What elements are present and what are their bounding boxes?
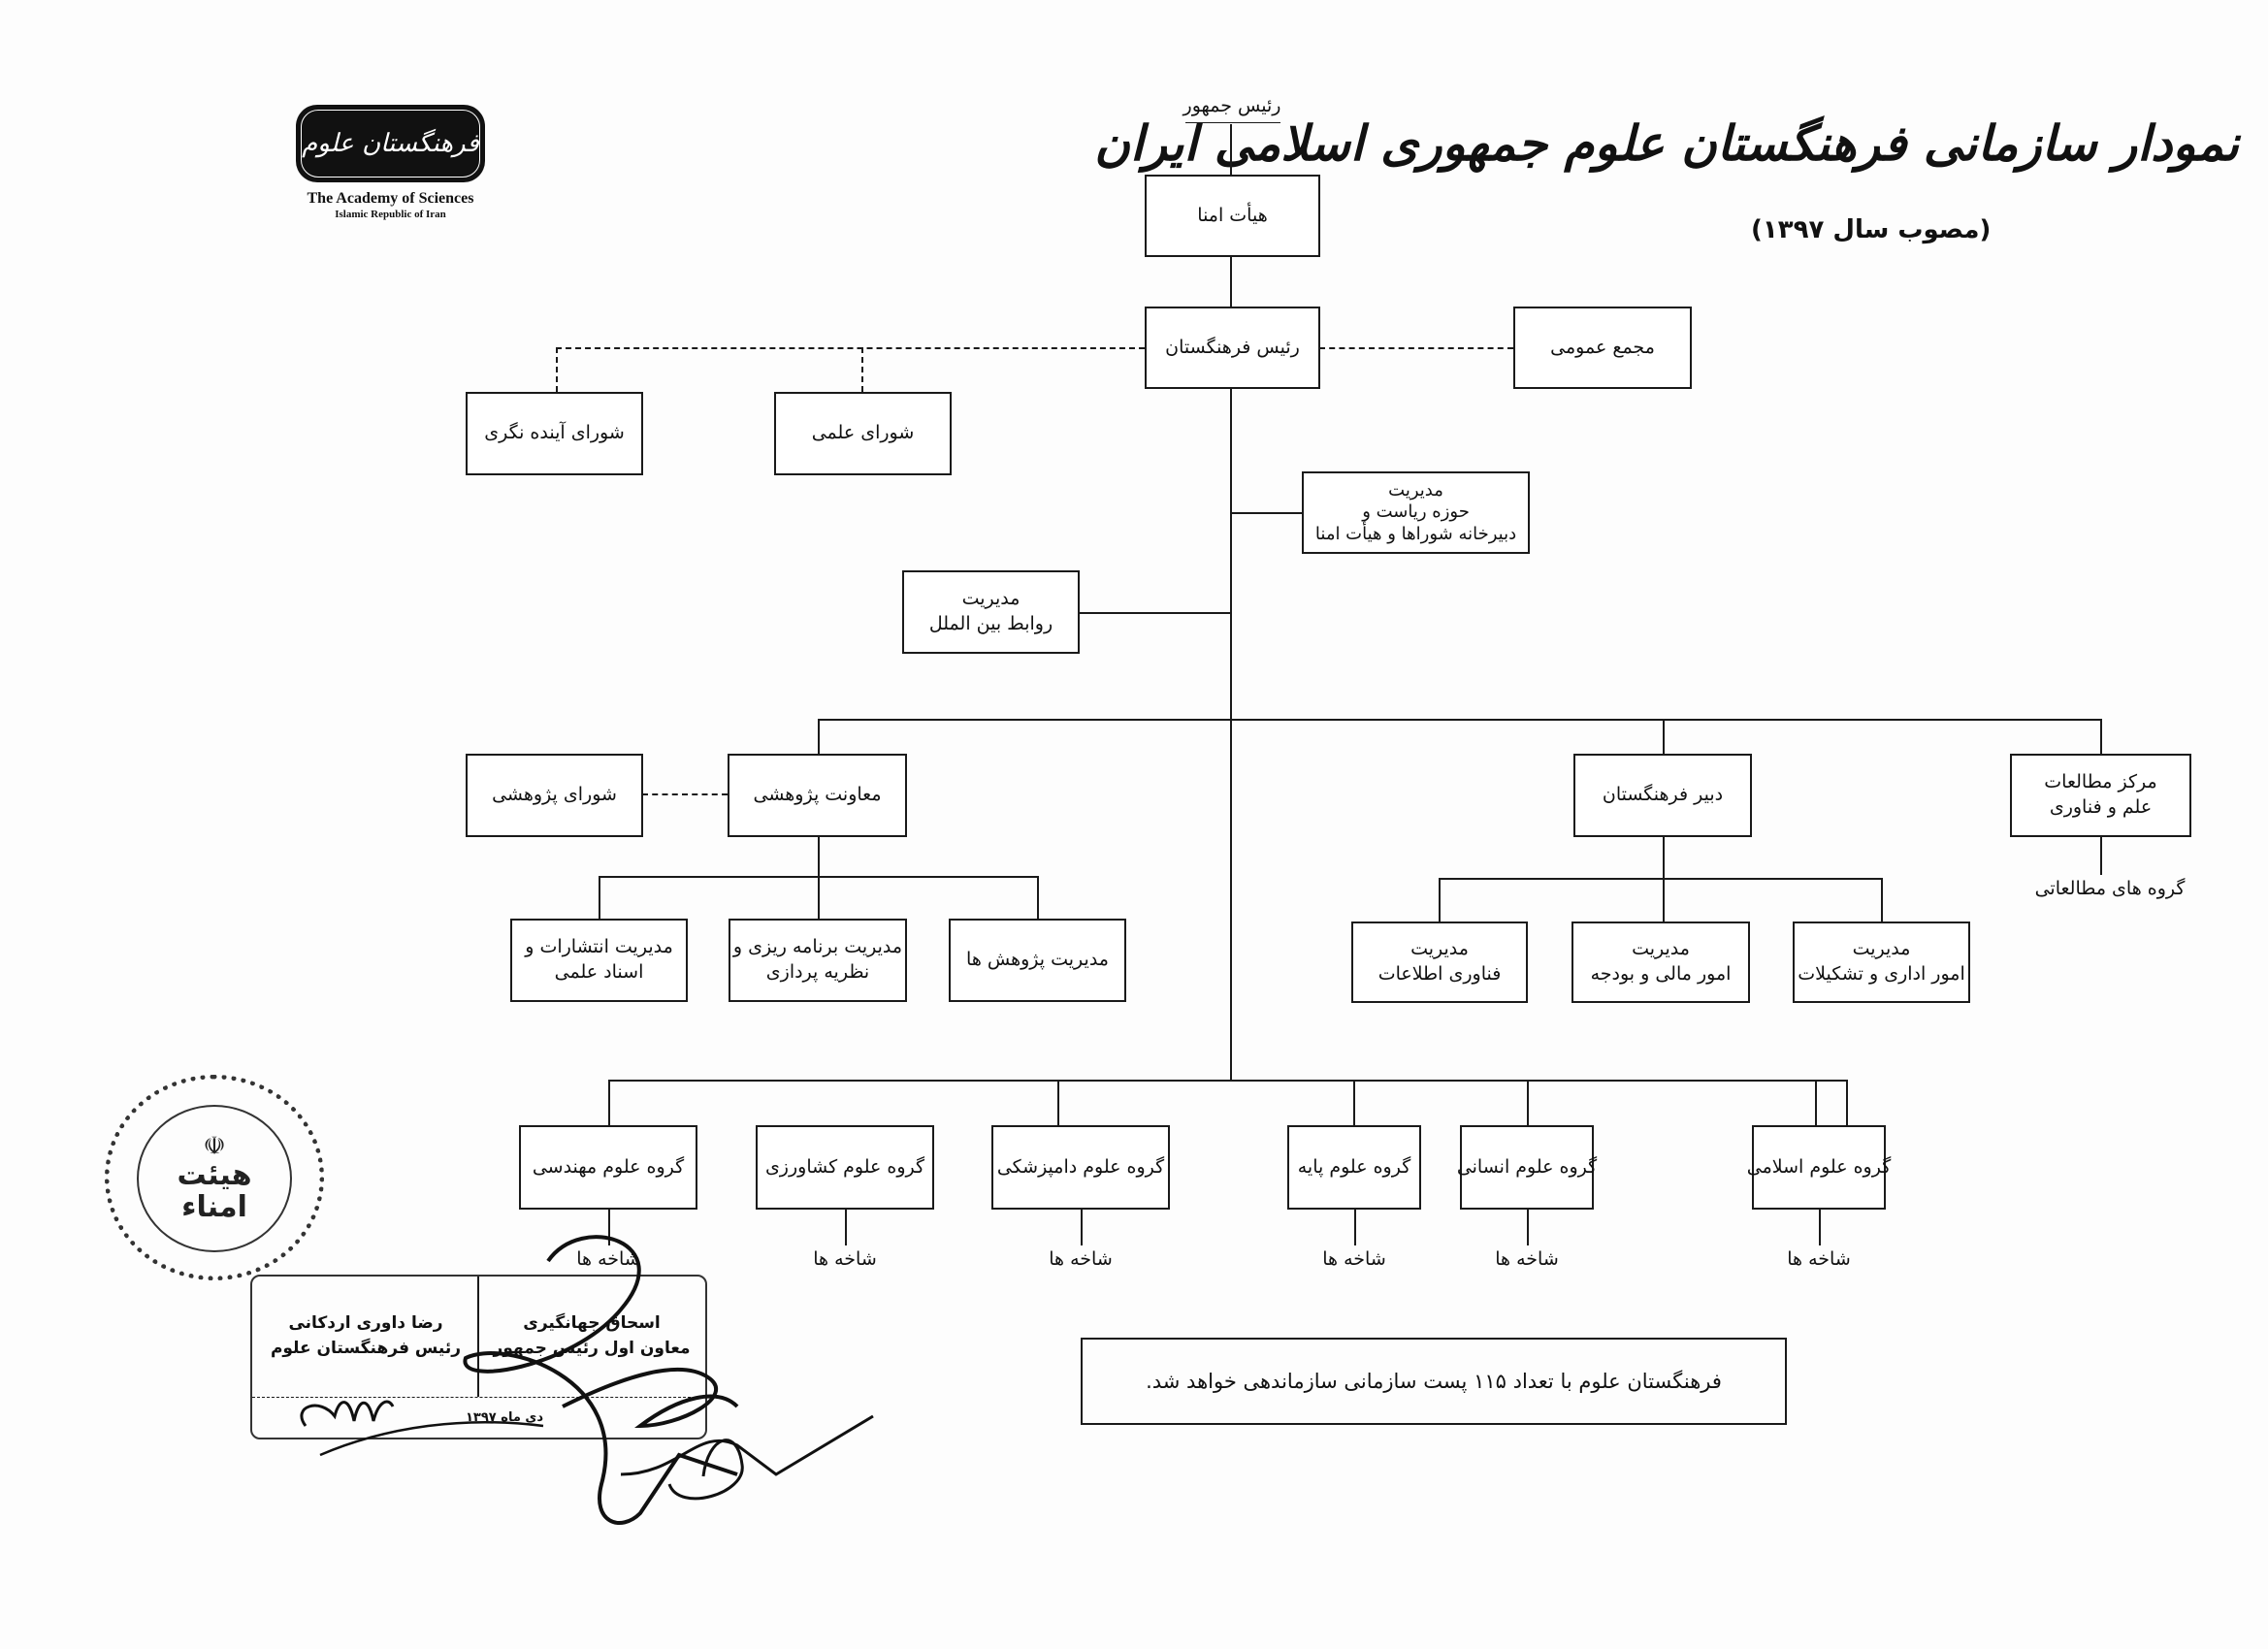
- connector: [1663, 719, 1665, 754]
- international-relations-box[interactable]: [902, 570, 1080, 654]
- connector: [1037, 876, 1039, 919]
- seal-line1: هیئت: [177, 1158, 252, 1192]
- box-label: مجمع عمومی: [1550, 336, 1655, 358]
- general-assembly-box[interactable]: [1513, 307, 1692, 389]
- dashed-connector: [556, 347, 1145, 349]
- box-label: گروه علوم انسانی: [1456, 1155, 1598, 1178]
- box-label-line1: مدیریت پژوهش ها: [966, 949, 1109, 971]
- academy-logo-en-line2: Islamic Republic of Iran: [335, 209, 446, 220]
- secretary-box[interactable]: [1573, 754, 1752, 837]
- box-label: دبیر فرهنگستان: [1602, 784, 1724, 806]
- trustees-seal-inner: [137, 1105, 292, 1252]
- trustees-seal: [105, 1075, 324, 1280]
- box-label-line1: مدیریت: [1632, 938, 1690, 960]
- connector: [1354, 1210, 1356, 1245]
- science-group-box[interactable]: [1746, 1125, 1892, 1210]
- connector: [2100, 719, 2102, 754]
- connector: [1353, 1080, 1355, 1125]
- connector: [1057, 1080, 1059, 1125]
- dashed-connector: [861, 347, 863, 392]
- studies-groups-label: گروه های مطالعاتی: [2034, 878, 2186, 899]
- box-label-line2: اسناد علمی: [554, 961, 644, 983]
- box-label-line2: امور مالی و بودجه: [1590, 963, 1732, 985]
- connector: [1527, 1210, 1529, 1245]
- research-unit-box[interactable]: [729, 919, 907, 1002]
- academy-president-box[interactable]: [1145, 307, 1320, 389]
- presidency-office-box[interactable]: [1302, 471, 1530, 554]
- secretary-unit-box[interactable]: [1571, 922, 1750, 1003]
- box-label-line1: مرکز مطالعات: [2044, 771, 2157, 793]
- box-label-line2: فناوری اطلاعات: [1377, 963, 1502, 985]
- connector: [1846, 1080, 1848, 1125]
- document-subtitle: (مصوب سال ۱۳۹۷): [1751, 215, 1992, 244]
- branches-label: شاخه ها: [1322, 1248, 1386, 1270]
- signature-block: [250, 1275, 707, 1439]
- connector: [1230, 256, 1232, 307]
- box-label-line2: نظریه پردازی: [765, 961, 870, 983]
- connector: [1663, 836, 1665, 878]
- connector: [1079, 612, 1230, 614]
- deputies-bar: [818, 719, 2100, 721]
- top-label-underline: [1185, 122, 1280, 123]
- positions-note-text: فرهنگستان علوم با تعداد ۱۱۵ پست سازمانی سازماندهی خواهد شد.: [1146, 1370, 1722, 1393]
- branches-label: شاخه ها: [1787, 1248, 1851, 1270]
- box-label-line1: مدیریت: [1410, 938, 1469, 960]
- box-label: شورای پژوهشی: [492, 784, 617, 806]
- scientific-council-box[interactable]: [774, 392, 952, 475]
- signature-right: [481, 1311, 702, 1361]
- connector: [1230, 124, 1232, 175]
- research-council-box[interactable]: [466, 754, 643, 837]
- dashed-connector: [1319, 347, 1513, 349]
- academy-logo-en-line1: The Academy of Sciences: [307, 190, 474, 207]
- research-deputy-box[interactable]: [728, 754, 907, 837]
- secretary-unit-box[interactable]: [1351, 922, 1528, 1003]
- connector: [1815, 1080, 1817, 1125]
- box-label-line2: حوزه ریاست و: [1362, 501, 1470, 523]
- box-label: رئیس فرهنگستان: [1165, 336, 1300, 358]
- connector: [1230, 512, 1302, 514]
- emblem-icon: ☫: [203, 1132, 226, 1161]
- box-label: گروه علوم دامپزشکی: [996, 1155, 1165, 1178]
- signatory-name: رضا داوری اردکانی: [288, 1313, 443, 1333]
- connector: [2100, 836, 2102, 875]
- secretary-unit-box[interactable]: [1793, 922, 1970, 1003]
- branches-label: شاخه ها: [576, 1248, 640, 1270]
- board-of-trustees-box[interactable]: [1145, 175, 1320, 257]
- connector: [608, 1080, 610, 1125]
- connector: [1527, 1080, 1529, 1125]
- research-unit-box[interactable]: [510, 919, 688, 1002]
- top-label-president-of-republic: رئیس جمهور: [1183, 95, 1281, 116]
- box-label-line1: مدیریت انتشارات و: [525, 936, 673, 958]
- research-unit-box[interactable]: [949, 919, 1126, 1002]
- connector: [1081, 1210, 1083, 1245]
- box-label: گروه علوم مهندسی: [532, 1155, 685, 1178]
- box-label: گروه علوم اسلامی: [1746, 1155, 1892, 1178]
- dashed-connector: [642, 793, 728, 795]
- connector: [818, 719, 820, 754]
- box-label-line1: مدیریت برنامه ریزی و: [732, 936, 903, 958]
- connector: [599, 876, 600, 919]
- signature-left: [256, 1311, 475, 1361]
- studies-center-box[interactable]: [2010, 754, 2191, 837]
- foresight-council-box[interactable]: [466, 392, 643, 475]
- connector: [818, 876, 820, 919]
- connector: [1819, 1210, 1821, 1245]
- box-label-line2: امور اداری و تشکیلات: [1798, 963, 1965, 985]
- connector: [1439, 878, 1441, 922]
- signatory-title: معاون اول رئیس جمهور: [493, 1338, 691, 1358]
- branches-label: شاخه ها: [813, 1248, 877, 1270]
- secretary-units-bar: [1439, 878, 1881, 880]
- signature-divider: [477, 1277, 479, 1397]
- box-label: شورای علمی: [811, 422, 915, 444]
- document-title: نمودار سازمانی فرهنگستان علوم جمهوری اسلامی ایران: [1094, 114, 2239, 172]
- positions-note: [1081, 1338, 1787, 1425]
- box-label-line1: مدیریت: [1388, 479, 1443, 501]
- branches-label: شاخه ها: [1049, 1248, 1113, 1270]
- box-label-line3: دبیرخانه شوراها و هیأت امنا: [1314, 523, 1517, 544]
- science-group-box[interactable]: [991, 1125, 1170, 1210]
- signatory-title: رئیس فرهنگستان علوم: [270, 1338, 462, 1358]
- dashed-connector: [556, 347, 558, 392]
- box-label: گروه علوم کشاورزی: [764, 1155, 925, 1178]
- branches-label: شاخه ها: [1495, 1248, 1559, 1270]
- academy-logo-fa-text: فرهنگستان علوم: [302, 129, 479, 158]
- science-group-box[interactable]: [1456, 1125, 1598, 1210]
- box-label-line1: مدیریت: [961, 588, 1021, 610]
- box-label-line1: مدیریت: [1852, 938, 1911, 960]
- science-groups-bar: [608, 1080, 1847, 1082]
- box-label: هیأت امنا: [1197, 204, 1268, 226]
- seal-line2: امناء: [181, 1190, 247, 1224]
- box-label: گروه علوم پایه: [1297, 1155, 1411, 1178]
- main-spine: [1230, 388, 1232, 1080]
- science-group-box[interactable]: [756, 1125, 934, 1210]
- academy-logo-badge: [296, 105, 485, 182]
- connector: [818, 836, 820, 876]
- signature-date-divider: [252, 1397, 705, 1398]
- connector: [1881, 878, 1883, 922]
- box-label: معاونت پژوهشی: [753, 784, 882, 806]
- box-label-line2: علم و فناوری: [2049, 796, 2153, 818]
- connector: [608, 1210, 610, 1245]
- connector: [845, 1210, 847, 1245]
- signature-date: دی ماه ۱۳۹۷: [466, 1410, 543, 1425]
- box-label-line2: روابط بین الملل: [928, 613, 1053, 634]
- box-label: شورای آینده نگری: [484, 422, 625, 444]
- signatory-name: اسحاق جهانگیری: [523, 1313, 661, 1333]
- science-group-box[interactable]: [519, 1125, 697, 1210]
- connector: [1663, 878, 1665, 922]
- science-group-box[interactable]: [1287, 1125, 1421, 1210]
